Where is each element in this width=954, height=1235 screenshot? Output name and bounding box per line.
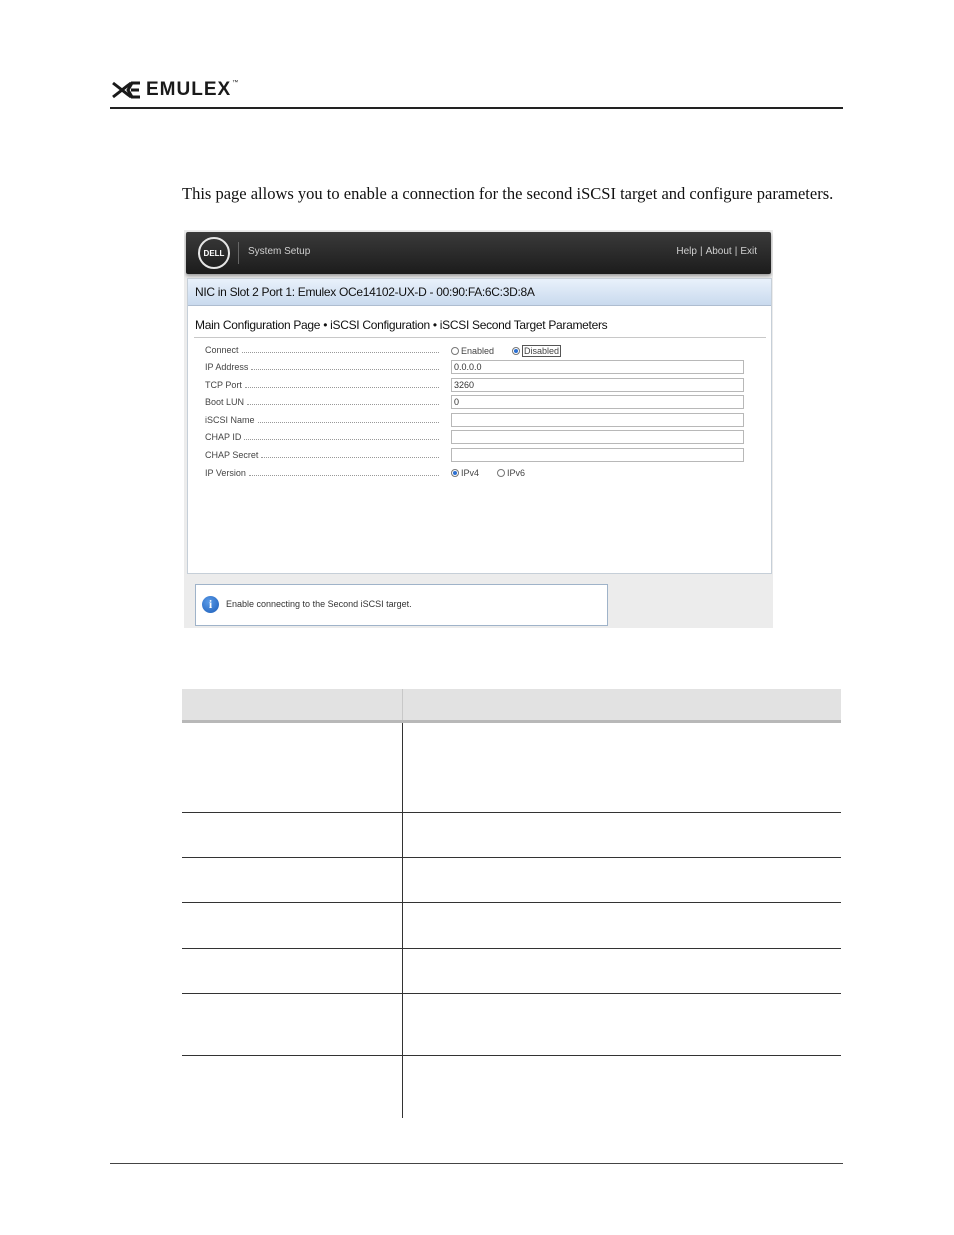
- chap-id-input[interactable]: [451, 430, 744, 444]
- boot-lun-input[interactable]: 0: [451, 395, 744, 409]
- iscsi-name-input[interactable]: [451, 413, 744, 427]
- panel-divider: [194, 337, 766, 338]
- logo-trademark: ™: [232, 80, 239, 86]
- nic-title-bar: [188, 279, 771, 306]
- help-link[interactable]: Help: [676, 246, 697, 257]
- link-separator: |: [699, 246, 703, 257]
- chap-secret-input[interactable]: [451, 448, 744, 462]
- table-row: [182, 723, 841, 813]
- intro-paragraph: This page allows you to enable a connection for the second iSCSI target and configure parameters.: [182, 184, 834, 203]
- system-setup-topbar: [186, 232, 771, 274]
- dell-logo: DELL: [198, 237, 230, 269]
- table-header: [182, 689, 841, 723]
- topbar-links: [676, 246, 757, 257]
- link-separator: |: [734, 246, 738, 257]
- connect-label: Connect: [205, 345, 439, 355]
- connect-enabled-radio[interactable]: [451, 347, 459, 355]
- exit-link[interactable]: Exit: [740, 246, 757, 257]
- nic-title: NIC in Slot 2 Port 1: Emulex OCe14102-UX-D - 00:90:FA:6C:3D:8A: [195, 285, 535, 299]
- breadcrumb: Main Configuration Page • iSCSI Configuration • iSCSI Second Target Parameters: [195, 318, 608, 332]
- table-row: [182, 903, 841, 949]
- connect-radio-group: [451, 345, 579, 357]
- chap-secret-label: CHAP Secret: [205, 450, 439, 460]
- chap-id-label: CHAP ID: [205, 432, 439, 442]
- topbar-title: System Setup: [248, 246, 311, 257]
- tcp-port-input[interactable]: 3260: [451, 378, 744, 392]
- about-link[interactable]: About: [705, 246, 732, 257]
- ipv4-radio[interactable]: [451, 469, 459, 477]
- help-text: Enable connecting to the Second iSCSI target.: [226, 599, 412, 609]
- connect-disabled-radio[interactable]: [512, 347, 520, 355]
- emulex-logo: [112, 80, 238, 100]
- settings-panel: [187, 278, 772, 574]
- system-setup-screenshot: [184, 230, 773, 628]
- info-icon: i: [202, 596, 219, 613]
- ip-address-label: IP Address: [205, 362, 439, 372]
- table-row: [182, 813, 841, 858]
- ipv6-radio[interactable]: [497, 469, 505, 477]
- boot-lun-label: Boot LUN: [205, 397, 439, 407]
- ipv6-label[interactable]: IPv6: [507, 468, 526, 478]
- table-row: [182, 994, 841, 1056]
- table-header-divider: [402, 689, 403, 720]
- ip-version-label: IP Version: [205, 468, 439, 478]
- header-rule: [110, 107, 843, 109]
- connect-disabled-label[interactable]: Disabled: [524, 346, 560, 356]
- table-row: [182, 1056, 841, 1118]
- table-row: [182, 949, 841, 994]
- logo-text: EMULEX: [146, 79, 232, 100]
- connect-enabled-label[interactable]: Enabled: [461, 346, 495, 356]
- footer-rule: [110, 1163, 843, 1164]
- iscsi-name-label: iSCSI Name: [205, 415, 439, 425]
- ip-address-input[interactable]: 0.0.0.0: [451, 360, 744, 374]
- tcp-port-label: TCP Port: [205, 380, 439, 390]
- ip-version-radio-group: [451, 468, 543, 478]
- ipv4-label[interactable]: IPv4: [461, 468, 480, 478]
- topbar-divider: [238, 242, 239, 264]
- help-box: [195, 584, 608, 626]
- table-row: [182, 858, 841, 903]
- emulex-mark-icon: [112, 81, 142, 99]
